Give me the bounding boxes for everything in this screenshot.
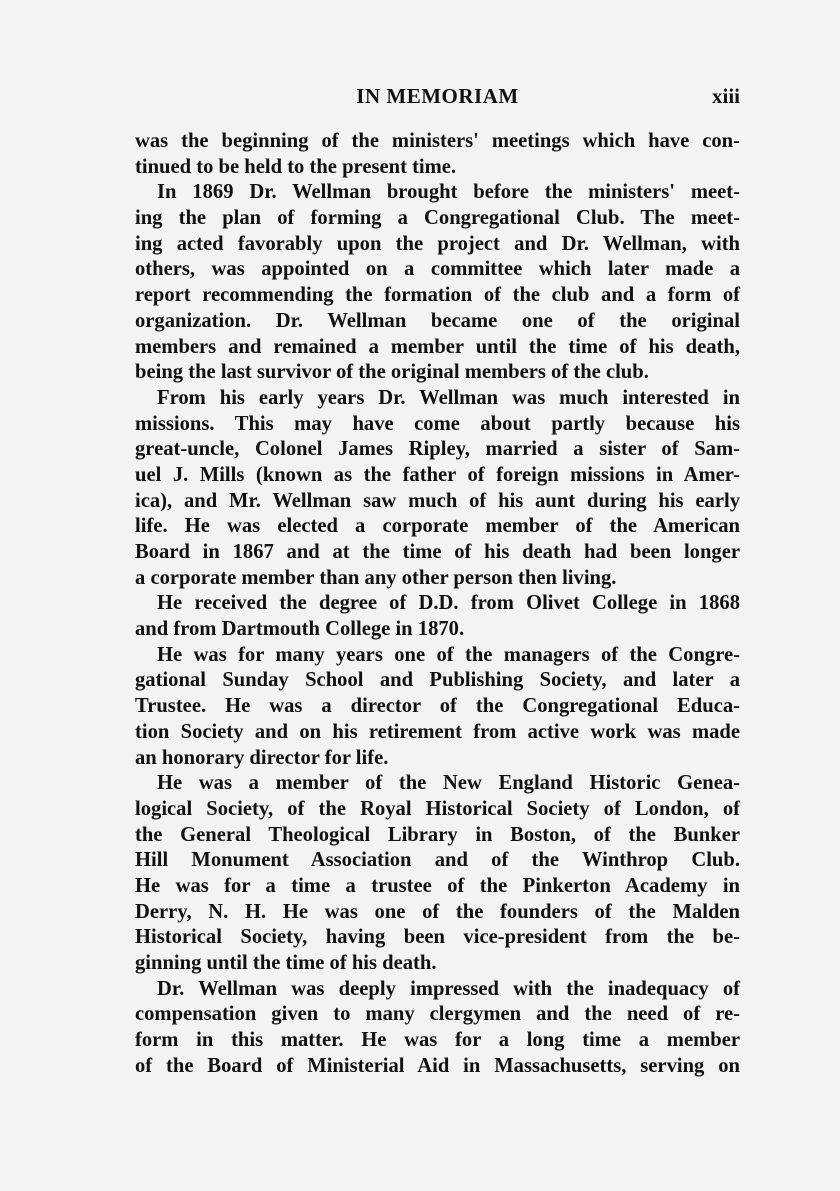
- text-line: uel J. Mills (known as the father of foreign missions in Amer-: [135, 463, 740, 486]
- text-line: Dr. Wellman was deeply impressed with the inadequacy of: [157, 977, 740, 1000]
- text-line: In 1869 Dr. Wellman brought before the ministers' meet-: [157, 181, 740, 204]
- body-text: [135, 129, 740, 1079]
- text-line: ing the plan of forming a Congregational Club. The meet-: [135, 207, 740, 230]
- text-line: tion Society and on his retirement from active work was made: [135, 720, 740, 743]
- text-line: Derry, N. H. He was one of the founders of the Malden: [135, 900, 740, 923]
- text-line: ica), and Mr. Wellman saw much of his aunt during his early: [135, 489, 740, 512]
- text-line: others, was appointed on a committee which later made a: [135, 258, 740, 281]
- text-line: From his early years Dr. Wellman was much interested in: [157, 386, 740, 409]
- text-line: Historical Society, having been vice-president from the be-: [135, 926, 740, 949]
- text-line: logical Society, of the Royal Historical Society of London, of: [135, 797, 740, 820]
- text-line: ginning until the time of his death.: [135, 952, 437, 974]
- text-line: ing acted favorably upon the project and Dr. Wellman, with: [135, 232, 740, 255]
- text-line: compensation given to many clergymen and the need of re-: [135, 1003, 740, 1026]
- text-line: a corporate member than any other person then living.: [135, 566, 617, 589]
- running-title: IN MEMORIAM: [356, 84, 519, 108]
- text-line: organization. Dr. Wellman became one of the original: [135, 309, 740, 332]
- text-line: He was a member of the New England Historic Genea-: [157, 772, 740, 795]
- text-line: missions. This may have come about partly because his: [135, 412, 740, 435]
- text-line: form in this matter. He was for a long time a member: [135, 1029, 740, 1052]
- page-header: [135, 84, 740, 114]
- text-line: Hill Monument Association and of the Winthrop Club.: [135, 849, 740, 872]
- text-line: He received the degree of D.D. from Olivet College in 1868: [157, 592, 740, 615]
- text-line: the General Theological Library in Boston, of the Bunker: [135, 823, 740, 846]
- text-line: Board in 1867 and at the time of his death had been longer: [135, 541, 740, 563]
- text-line: gational Sunday School and Publishing Society, and later a: [135, 669, 740, 692]
- text-line: tinued to be held to the present time.: [135, 155, 457, 178]
- text-line: life. He was elected a corporate member of the American: [135, 515, 740, 538]
- text-line: He was for many years one of the managers of the Congre-: [157, 643, 740, 666]
- text-line: an honorary director for life.: [135, 746, 389, 769]
- text-line: of the Board of Ministerial Aid in Massachusetts, serving on: [135, 1054, 740, 1077]
- text-line: and from Dartmouth College in 1870.: [135, 618, 465, 641]
- text-line: great-uncle, Colonel James Ripley, married a sister of Sam-: [135, 438, 740, 461]
- text-line: members and remained a member until the time of his death,: [135, 335, 740, 358]
- page-number: xiii: [711, 84, 740, 108]
- text-line: being the last survivor of the original members of the club.: [135, 361, 649, 384]
- text-line: was the beginning of the ministers' meetings which have con-: [135, 130, 740, 152]
- text-line: He was for a time a trustee of the Pinkerton Academy in: [135, 874, 740, 897]
- text-line: report recommending the formation of the club and a form of: [135, 284, 740, 307]
- text-line: Trustee. He was a director of the Congregational Educa-: [135, 695, 740, 718]
